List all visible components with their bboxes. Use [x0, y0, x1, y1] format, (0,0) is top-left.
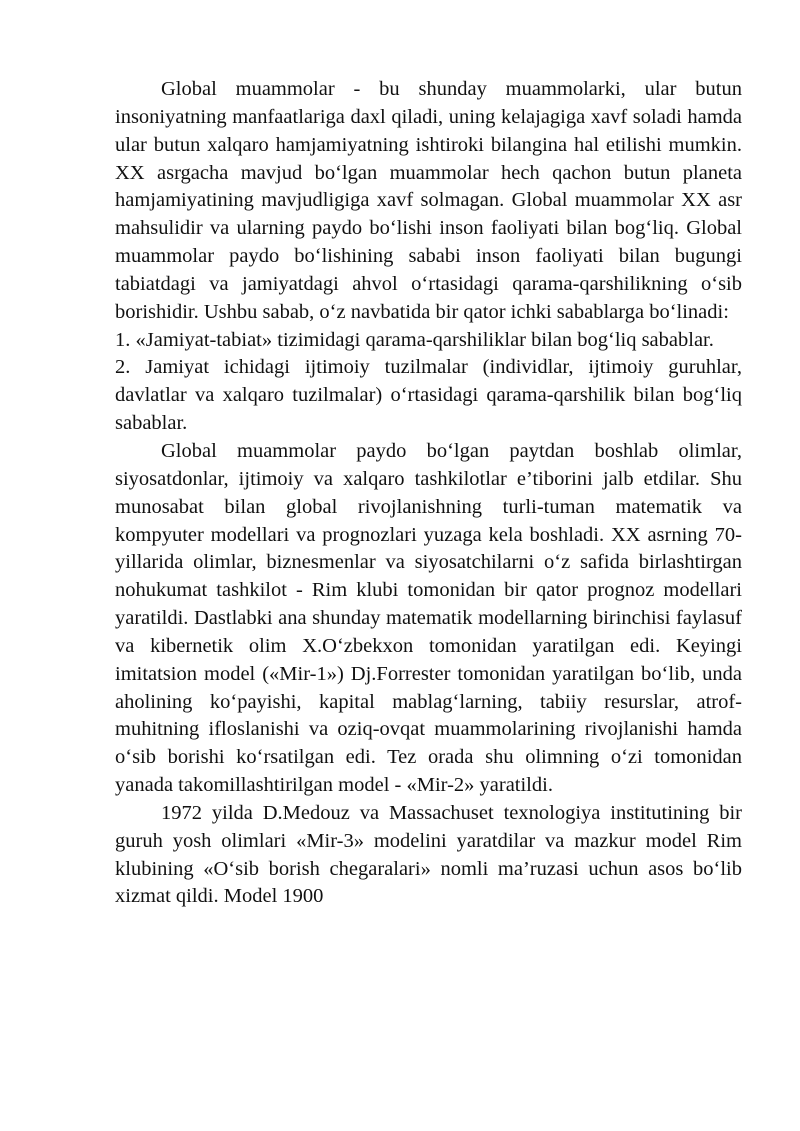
paragraph-global-models-history: Global muammolar paydo bo‘lgan paytdan boshlab olimlar, siyosatdonlar, ijtimoiy va xalqaro tashkilotlar e’tiborini jalb etdilar. Shu munosabat bilan global rivojlanishning turli-tuman matematik va kompyuter modellari va prognozlari yuzaga kela boshladi. XX asrning 70-yillarida olimlar, biznesmenlar va siyosatchilarni o‘z safida birlashtirgan nohukumat tashkilot - Rim klubi tomonidan bir qator prognoz modellari yaratildi. Dastlabki ana shunday matematik modellarning birinchisi faylasuf va kibernetik olim X.O‘zbekxon tomonidan yaratilgan edi. Keyingi imitatsion model («Mir-1») Dj.Forrester tomonidan yaratilgan bo‘lib, unda aholining ko‘payishi, kapital mablag‘larning, tabiiy resurslar, atrof-muhitning ifloslanishi va oziq-ovqat muammolarining rivojlanishi hamda o‘sib borishi ko‘rsatilgan edi. Tez orada shu olimning o‘zi tomonidan yanada takomillashtirilgan model - «Mir-2» yaratildi.: [115, 439, 742, 797]
paragraph-global-problems-definition: Global muammolar - bu shunday muammolarki, ular butun insoniyatning manfaatlariga daxl qiladi, uning kelajagiga xavf soladi hamda ular butun xalqaro hamjamiyatning ishtiroki bilangina hal etilishi mumkin. XX asrgacha mavjud bo‘lgan muammolar hech qachon butun planeta hamjamiyatining mavjudligiga xavf solmagan. Global muammolar XX asr mahsulidir va ularning paydo bo‘lishi inson faoliyati bilan bog‘liq. Global muammolar paydo bo‘lishining sababi inson faoliyati bilan bugungi tabiatdagi va jamiyatdagi ahvol o‘rtasidagi qarama-qarshilikning o‘sib borishidir. Ushbu sabab, o‘z navbatida bir qator ichki sabablarga bo‘linadi:: [115, 78, 742, 323]
list-item-social-structure-causes: 2. Jamiyat ichidagi ijtimoiy tuzilmalar (individlar, ijtimoiy guruhlar, davlatlar va xalqaro tuzilmalar) o‘rtasidagi qarama-qarshilik bilan bog‘liq sabablar.: [115, 356, 742, 435]
document-page: [115, 76, 742, 911]
paragraph-mir3-model: 1972 yilda D.Medouz va Massachuset texnologiya institutining bir guruh yosh olimlari «Mir-3» modelini yaratdilar va mazkur model Rim klubining «O‘sib borish chegaralari» nomli ma’ruzasi uchun asos bo‘lib xizmat qildi. Model 1900: [115, 801, 742, 908]
list-item-society-nature-causes: 1. «Jamiyat-tabiat» tizimidagi qarama-qarshiliklar bilan bog‘liq sabablar.: [115, 328, 714, 351]
